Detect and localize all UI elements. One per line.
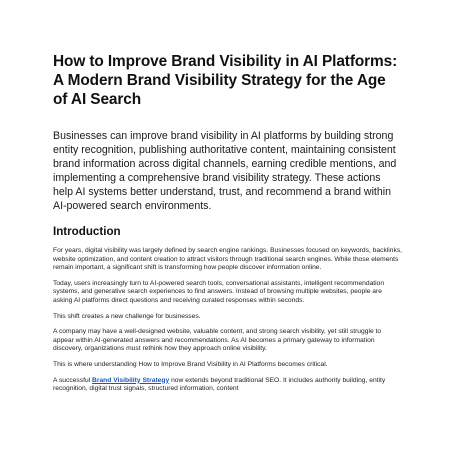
body-paragraph-3: This shift creates a new challenge for businesses. [53, 312, 201, 320]
paragraph-text-before-link: A successful [53, 376, 93, 384]
body-paragraph-1: For years, digital visibility was largely defined by search engine rankings. Businesses focused on keywords, backlinks, website optimization, and content creation to attract visitors through traditional search engines. While those elements remain important, a significant shift is transforming how people discover information online. [53, 247, 403, 272]
page-title: How to Improve Brand Visibility in AI Platforms: A Modern Brand Visibility Strategy for the Age of AI Search [53, 53, 398, 108]
body-paragraph-6 [53, 377, 403, 394]
body-paragraph-2: Today, users increasingly turn to AI-powered search tools, conversational assistants, intelligent recommendation systems, and generative search experiences to find answers. Instead of browsing multiple websites, people are asking AI platforms direct questions and receiving curated responses within seconds. [53, 279, 385, 304]
body-paragraph-4: A company may have a well-designed website, valuable content, and strong search visibility, yet still struggle to appear within AI-generated answers and recommendations. As AI becomes a primary gateway to information discovery, organizations must rethink how they approach online visibility. [53, 328, 382, 353]
body-paragraph-5: This is where understanding How to Improve Brand Visibility in AI Platforms becomes critical. [53, 360, 328, 368]
section-heading-introduction: Introduction [53, 225, 121, 238]
brand-visibility-strategy-link[interactable]: Brand Visibility Strategy [92, 376, 170, 384]
intro-paragraph: Businesses can improve brand visibility in AI platforms by building strong entity recognition, publishing authoritative content, maintaining consistent brand information across digital channels, earning credible mentions, and implementing a comprehensive brand visibility strategy. These actions help AI systems better understand, trust, and recommend a brand within AI-powered search environments. [53, 130, 397, 212]
document-page [53, 52, 403, 394]
paragraph-text-after-link: now extends beyond traditional SEO. It includes authority building, entity recognition, digital trust signals, structured information, content [53, 376, 386, 393]
